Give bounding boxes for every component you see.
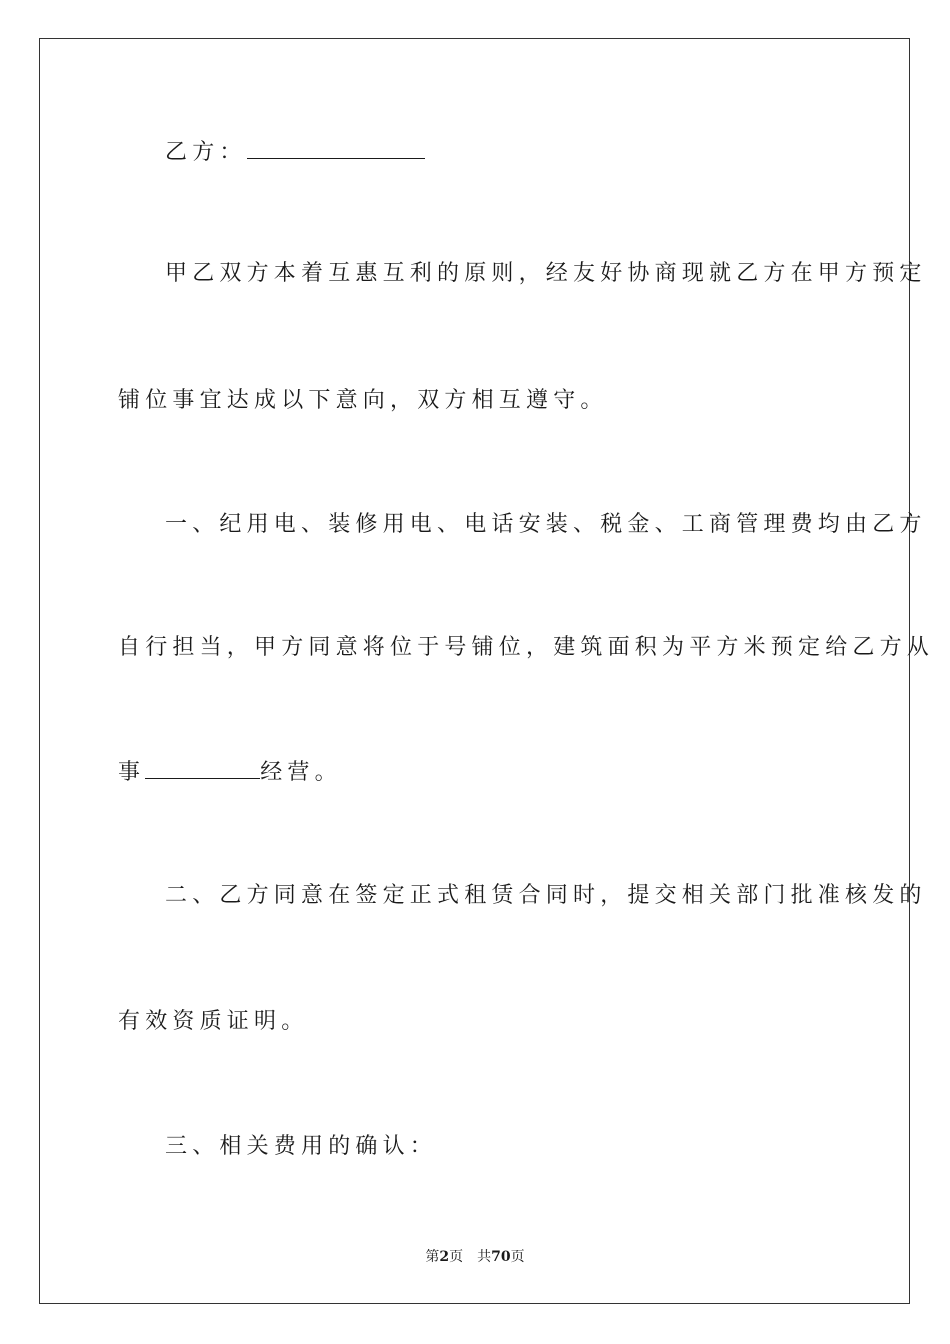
- item-1-line-2: 自行担当，甲方同意将位于号铺位，建筑面积为平方米预定给乙方从: [118, 635, 935, 660]
- paragraph-1-line-1: 甲乙双方本着互惠互利的原则，经友好协商现就乙方在甲方预定: [165, 261, 927, 286]
- item-2-line-2: 有效资质证明。: [118, 1009, 309, 1034]
- page-number: 2: [439, 1249, 450, 1265]
- party-b-label: 乙方：: [165, 140, 247, 165]
- page-footer: [0, 1246, 950, 1266]
- page-suffix: 页: [449, 1249, 464, 1265]
- paragraph-1-line-2: 铺位事宜达成以下意向，双方相互遵守。: [118, 388, 608, 413]
- item-1-line-3-prefix: 事: [118, 760, 146, 785]
- total-pages: 70: [491, 1249, 511, 1265]
- page-frame: [39, 38, 910, 1304]
- party-b-blank[interactable]: [247, 138, 425, 159]
- item-1-line-3: [118, 758, 342, 788]
- item-3-line-1: 三、相关费用的确认：: [165, 1134, 438, 1159]
- item-1-line-3-suffix: 经营。: [260, 760, 342, 785]
- business-scope-blank[interactable]: [145, 758, 260, 779]
- total-suffix: 页: [510, 1249, 525, 1265]
- item-2-line-1: 二、乙方同意在签定正式租赁合同时，提交相关部门批准核发的: [165, 883, 927, 908]
- item-1-line-1: 一、纪用电、装修用电、电话安装、税金、工商管理费均由乙方: [165, 512, 927, 537]
- page-prefix: 第: [425, 1249, 440, 1265]
- total-prefix: 共: [477, 1249, 492, 1265]
- party-b-line: [165, 138, 425, 168]
